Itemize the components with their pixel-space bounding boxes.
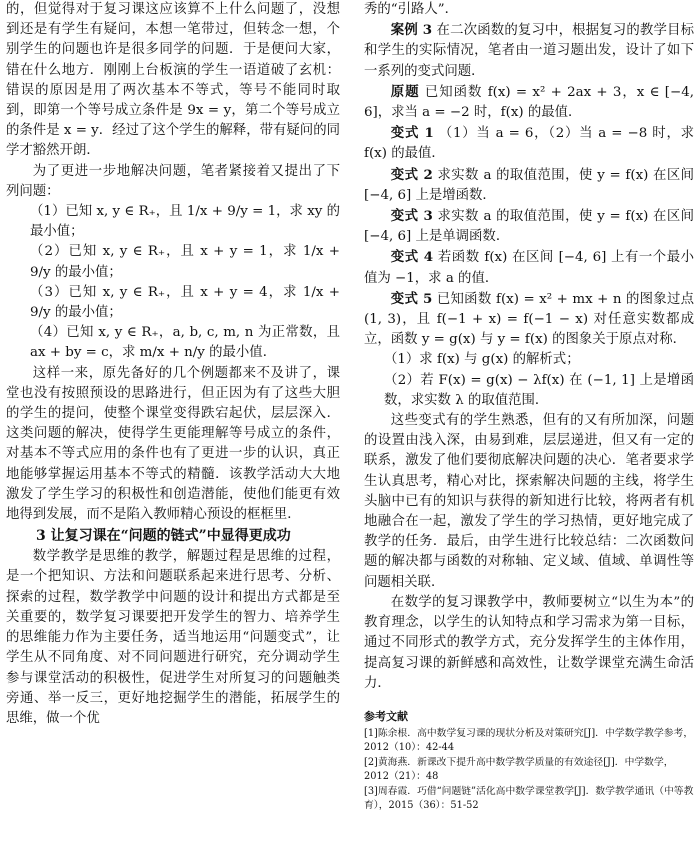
variant-1 [364, 123, 694, 164]
variant-5-label: 变式 5 [390, 290, 433, 307]
variant-3-text: 求实数 a 的取值范围，使 y = f(x) 在区间 [−4, 6] 上是单调函数． [364, 209, 695, 245]
paragraph-conclusion: 在数学的复习课教学中，教师要树立“以生为本”的教育理念，以学生的认知特点和学习需求为第一目标，通过不同形式的教学方式，充分发挥学生的主体作用，提高复习课的新鲜感和高效性，让数学课堂充满生命活力． [364, 594, 694, 691]
section-heading-3: 3 让复习课在“问题的链式”中显得更成功 [36, 528, 291, 545]
original-problem-label: 原题 [390, 83, 420, 100]
references-title: 参考文献 [364, 709, 408, 723]
reference-2: [2]黄海燕．新课改下提升高中数学教学质量的有效途径[J]．中学数学，2012（21）：48 [364, 756, 674, 783]
original-problem [364, 82, 694, 123]
variant-4 [364, 247, 694, 288]
case-3 [364, 20, 694, 82]
original-problem-text: 已知函数 f(x) = x² + 2ax + 3，x ∈ [−4, 6]，求当 a = −2 时，f(x) 的最值． [364, 84, 694, 121]
case-3-label: 案例 3 [390, 22, 433, 39]
variant-2-label: 变式 2 [390, 166, 433, 183]
variant-5-text: 已知函数 f(x) = x² + mx + n 的图象过点 (1, 3)，且 f(−1 + x) = f(−1 − x) 对任意实数都成立，函数 y = g(x) 与 y = f(x) 的图象关于原点对称． [364, 291, 695, 348]
variant-4-text: 若函数 f(x) 在区间 [−4, 6] 上有一个最小值为 −1，求 a 的值． [364, 250, 695, 286]
variant-2-text: 求实数 a 的取值范围，使 y = f(x) 在区间 [−4, 6] 上是增函数． [364, 167, 695, 203]
question-1: （1）已知 x, y ∈ R₊，且 1/x + 9/y = 1，求 xy 的最小值； [30, 204, 340, 240]
variant-1-label: 变式 1 [390, 125, 434, 142]
question-4: （4）已知 x, y ∈ R₊，a, b, c, m, n 为正常数，且 ax + by = c，求 m/x + n/y 的最小值． [30, 325, 340, 361]
left-column [6, 0, 340, 729]
references [364, 708, 694, 814]
variant-2 [364, 165, 694, 206]
variant-1-text: （1）当 a = 6，（2）当 a = −8 时，求 f(x) 的最值． [364, 126, 694, 162]
case-3-text: 在二次函数的复习中，根据复习的教学目标和学生的实际情况，笔者由一道习题出发，设计了如下一系列的变式问题． [364, 23, 695, 79]
paragraph-variant-analysis: 这些变式有的学生熟悉，但有的又有所加深，问题的设置由浅入深，由易到难，层层递进，但又有一定的联系，激发了他们要彻底解决问题的决心．笔者要求学生认真思考，精心对比，探索解决问题的主线，将学生头脑中已有的知识与获得的新知进行比较，将两者有机地融合在一起，激发了学生的学习热情，更好地完成了教学的任务．最后，由学生进行比较总结：二次函数问题的解决都与函数的对称轴、定义域、值域、单调性等问题相关联． [364, 413, 694, 590]
reference-1: [1]陈余根．高中数学复习课的现状分析及对策研究[J]．中学数学教学参考，2012（10）：42-44 [364, 727, 694, 754]
variant-5 [364, 289, 694, 351]
paragraph-reflection: 这样一来，原先备好的几个例题都来不及讲了，课堂也没有按照预设的思路进行，但正因为有了这些大胆的学生的提问，使整个课堂变得跌宕起伏，层层深入．这类问题的解决，使得学生更能理解等号成立的条件，对基本不等式应用的条件也有了更进一步的认识，真正地能够掌握运用基本不等式的精髓．该教学活动大大地激发了学生学习的积极性和创造潜能，使他们能更有效地得到发展，而不是陷入教师精心预设的框框里． [6, 365, 340, 523]
variant-4-label: 变式 4 [390, 249, 434, 266]
variant-5-question-2: （2）若 F(x) = g(x) − λf(x) 在 (−1, 1] 上是增函数，求实数 λ 的取值范围． [384, 372, 694, 408]
reference-3: [3]周春霞．巧借“问题链”活化高中数学课堂教学[J]．数学教学通讯（中等教育），2015（36）：51-52 [364, 785, 694, 812]
right-column [364, 0, 694, 814]
variant-3-label: 变式 3 [390, 208, 433, 225]
question-2: （2）已知 x, y ∈ R₊，且 x + y = 1，求 1/x + 9/y 的最小值； [30, 244, 340, 280]
question-3: （3）已知 x, y ∈ R₊，且 x + y = 4，求 1/x + 9/y 的最小值； [30, 284, 340, 321]
paragraph-intro-questions: 为了更进一步地解决问题，笔者紧接着又提出了下列问题： [6, 163, 340, 199]
variant-5-question-1: （1）求 f(x) 与 g(x) 的解析式； [384, 352, 580, 368]
paragraph-problem-chain: 数学教学是思维的教学，解题过程是思维的过程，是一个把知识、方法和问题联系起来进行思考、分析、探索的过程，数学教学中问题的设计和提出方式都是至关重要的，数学复习课要把开发学生的智力、培养学生的思维能力作为主要任务，适当地运用“问题变式”，让学生从不同角度、对不同问题进行研究，充分调动学生参与课堂活动的积极性，促进学生对所复习的问题触类旁通、举一反三，更好地挖掘学生的潜能，拓展学生的思维，做一个优 [6, 549, 340, 726]
variant-3 [364, 206, 694, 247]
paragraph-continuation: 的，但觉得对于复习课这应该算不上什么问题了，没想到还是有学生有疑问，本想一笔带过，但转念一想，个别学生的问题也许是很多同学的问题．于是便问大家，错在什么地方．刚刚上台板演的学生一语道破了玄机：错误的原因是用了两次基本不等式，等号不能同时取到，即第一个等号成立条件是 9x = y，第二个等号成立的条件是 x = y．经过了这个学生的解释，带有疑问的同学才豁然开朗． [6, 2, 340, 159]
paragraph-continuation-right: 秀的“引路人”． [364, 2, 459, 17]
